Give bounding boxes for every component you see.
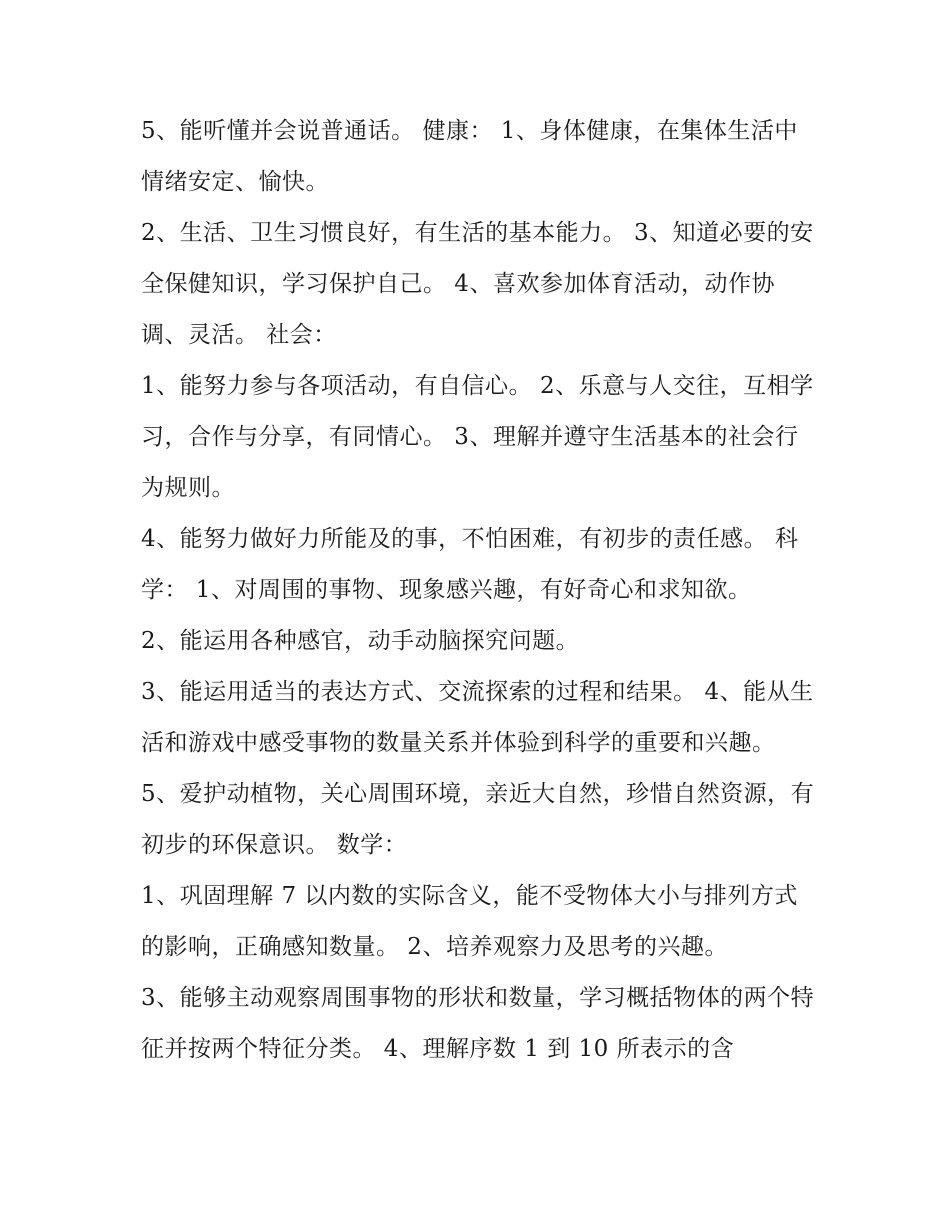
paragraph: 3、能够主动观察周围事物的形状和数量，学习概括物体的两个特征并按两个特征分类。 4、理解序数 1 到 10 所表示的含 xyxy=(141,985,815,1062)
document-body xyxy=(141,106,821,1075)
paragraph: 2、能运用各种感官，动手动脑探究问题。 xyxy=(141,628,580,654)
paragraph: 5、爱护动植物，关心周围环境，亲近大自然，珍惜自然资源，有初步的环保意识。 数学： xyxy=(141,781,815,858)
paragraph: 2、生活、卫生习惯良好，有生活的基本能力。 3、知道必要的安全保健知识，学习保护自己。 4、喜欢参加体育活动，动作协调、灵活。 社会： xyxy=(141,220,814,348)
paragraph: 3、能运用适当的表达方式、交流探索的过程和结果。 4、能从生活和游戏中感受事物的数量关系并体验到科学的重要和兴趣。 xyxy=(141,679,814,756)
paragraph: 4、能努力做好力所能及的事，不怕困难，有初步的责任感。 科学： 1、对周围的事物、现象感兴趣，有好奇心和求知欲。 xyxy=(141,526,799,603)
paragraph: 1、能努力参与各项活动，有自信心。 2、乐意与人交往，互相学习，合作与分享，有同情心。 3、理解并遵守生活基本的社会行为规则。 xyxy=(141,373,814,501)
paragraph: 5、能听懂并会说普通话。 健康： 1、身体健康，在集体生活中情绪安定、愉快。 xyxy=(141,118,798,195)
paragraph: 1、巩固理解 7 以内数的实际含义，能不受物体大小与排列方式的影响，正确感知数量。 2、培养观察力及思考的兴趣。 xyxy=(141,883,798,960)
